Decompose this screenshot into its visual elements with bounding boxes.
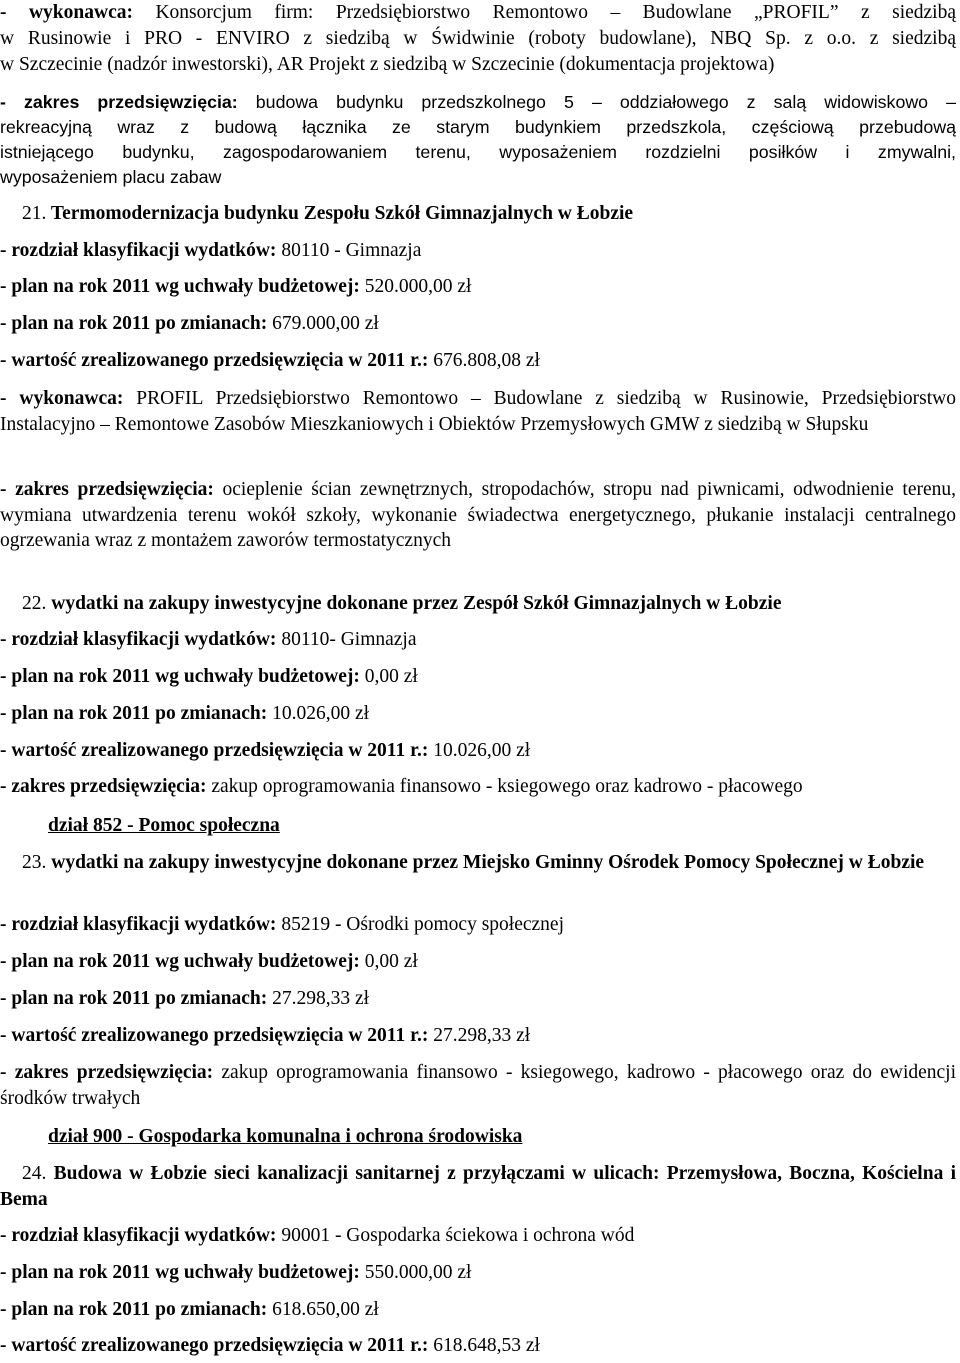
plan-zmiany-label: - plan na rok 2011 po zmianach: [0, 1299, 268, 1320]
wartosc-label: - wartość zrealizowanego przedsięwzięcia w 2011 r.: [0, 350, 429, 371]
section-title: dział 852 - Pomoc społeczna [48, 815, 280, 836]
zakres-line-1 [0, 90, 956, 116]
zakres-label: - zakres przedsięwzięcia: [0, 479, 214, 500]
wartosc-value: 10.026,00 zł [428, 740, 531, 761]
rozdzial-value: 80110- Gimnazja [276, 629, 417, 650]
zakres-text-2: rekreacyjną wraz z budową łącznika ze starym budynkiem przedszkola, częściową przebudową [0, 117, 956, 137]
zakres-value: ocieplenie ścian zewnętrznych, stropodachów, stropu nad piwnicami, odwodnienie terenu, wymiana utwardzenia terenu wokół szkoły, wykonanie świadectwa energetycznego, płukanie instalacji centralnego ogrzewania wraz z montażem zaworów termostatycznych [0, 479, 956, 551]
zakres-value: zakup oprogramowania finansowo - ksiegowego, kadrowo - płacowego oraz do ewidencji środków trwałych [0, 1062, 957, 1109]
item-23-title: wydatki na zakupy inwestycyjne dokonane przez Miejsko Gminny Ośrodek Pomocy Społecznej w Łobzie [46, 852, 925, 873]
item-21-plan-zmiany [0, 312, 379, 336]
item-23-number: 23. [22, 852, 47, 873]
rozdzial-label: - rozdział klasyfikacji wydatków: [0, 240, 277, 261]
item-22-plan-zmiany [0, 702, 369, 726]
zakres-text-4: wyposażeniem placu zabaw [0, 167, 222, 187]
item-23-wartosc [0, 1024, 530, 1048]
wartosc-value: 27.298,33 zł [428, 1025, 531, 1046]
plan-label: - plan na rok 2011 wg uchwały budżetowej: [0, 951, 360, 972]
rozdzial-value: 80110 - Gimnazja [276, 240, 422, 261]
item-24-title: Budowa w Łobzie sieci kanalizacji sanitarnej z przyłączami w ulicach: Przemysłowa, Boczna, Kościelna i Bema [0, 1163, 956, 1210]
item-23-heading [0, 850, 956, 876]
item-22-wartosc [0, 739, 530, 763]
item-24-rozdzial [0, 1224, 634, 1248]
plan-zmiany-value: 27.298,33 zł [267, 988, 370, 1009]
item-22-title: wydatki na zakupy inwestycyjne dokonane przez Zespół Szkół Gimnazjalnych w Łobzie [46, 593, 782, 614]
item-24-number: 24. [22, 1163, 47, 1184]
zakres-line-4 [0, 165, 956, 191]
item-21-plan [0, 275, 471, 299]
item-24-heading [0, 1161, 956, 1212]
zakres-text-1: budowa budynku przedszkolnego 5 – oddziałowego z salą widowiskowo – [237, 92, 957, 112]
rozdzial-label: - rozdział klasyfikacji wydatków: [0, 629, 277, 650]
plan-zmiany-label: - plan na rok 2011 po zmianach: [0, 703, 268, 724]
wykonawca-text-1: Konsorcjum firm: Przedsiębiorstwo Remontowo – Budowlane „PROFIL” z siedzibą [132, 2, 956, 23]
section-heading-900 [48, 1125, 522, 1149]
plan-label: - plan na rok 2011 wg uchwały budżetowej: [0, 666, 360, 687]
wykonawca-text-2: w Rusinowie i PRO - ENVIRO z siedzibą w Świdwinie (roboty budowlane), NBQ Sp. z o.o. z siedzibą [0, 28, 956, 49]
rozdzial-value: 90001 - Gospodarka ściekowa i ochrona wód [276, 1225, 635, 1246]
wartosc-label: - wartość zrealizowanego przedsięwzięcia w 2011 r.: [0, 1025, 429, 1046]
zakres-text-3: istniejącego budynku, zagospodarowaniem terenu, wyposażeniem rozdzielni posiłków i zmywalni, [0, 142, 956, 162]
wykonawca-value: PROFIL Przedsiębiorstwo Remontowo – Budowlane z siedzibą w Rusinowie, Przedsiębiorstwo Instalacyjno – Remontowe Zasobów Mieszkaniowych i Obiektów Przemysłowych GMW z siedzibą w Słupsku [0, 388, 956, 435]
item-23-plan-zmiany [0, 987, 369, 1011]
item-22-rozdzial [0, 628, 417, 652]
wykonawca-label: - wykonawca: [0, 388, 124, 409]
wykonawca-line-3 [0, 52, 956, 78]
zakres-line-2 [0, 115, 956, 141]
wartosc-value: 676.808,08 zł [428, 350, 540, 371]
wartosc-value: 618.648,53 zł [428, 1335, 540, 1356]
zakres-line-3 [0, 140, 956, 166]
plan-zmiany-value: 679.000,00 zł [267, 313, 379, 334]
wykonawca-line-1 [0, 0, 956, 26]
wartosc-label: - wartość zrealizowanego przedsięwzięcia w 2011 r.: [0, 740, 429, 761]
plan-zmiany-value: 618.650,00 zł [267, 1299, 379, 1320]
item-24-plan-zmiany [0, 1298, 379, 1322]
item-21-heading [22, 202, 633, 226]
plan-value: 0,00 zł [359, 666, 418, 687]
section-heading-852 [48, 814, 280, 838]
plan-value: 0,00 zł [359, 951, 418, 972]
item-24-wartosc [0, 1334, 540, 1358]
zakres-label: - zakres przedsięwzięcia: [0, 92, 238, 112]
item-21-number: 21. [22, 203, 47, 224]
zakres-label: - zakres przedsięwzięcia: [0, 1062, 214, 1083]
section-title: dział 900 - Gospodarka komunalna i ochrona środowiska [48, 1126, 523, 1147]
item-22-plan [0, 665, 418, 689]
item-21-rozdzial [0, 239, 421, 263]
rozdzial-label: - rozdział klasyfikacji wydatków: [0, 914, 277, 935]
plan-zmiany-value: 10.026,00 zł [267, 703, 370, 724]
plan-value: 550.000,00 zł [359, 1262, 472, 1283]
rozdzial-value: 85219 - Ośrodki pomocy społecznej [276, 914, 565, 935]
item-22-heading [22, 592, 781, 616]
wykonawca-text-3: w Szczecinie (nadzór inwestorski), AR Projekt z siedzibą w Szczecinie (dokumentacja projektowa) [0, 54, 775, 75]
wykonawca-line-2 [0, 26, 956, 52]
wartosc-label: - wartość zrealizowanego przedsięwzięcia w 2011 r.: [0, 1335, 429, 1356]
plan-zmiany-label: - plan na rok 2011 po zmianach: [0, 988, 268, 1009]
item-23-plan [0, 950, 418, 974]
zakres-label: - zakres przedsięwzięcia: [0, 776, 207, 797]
item-23-rozdzial [0, 913, 564, 937]
item-21-wykonawca [0, 386, 956, 437]
plan-label: - plan na rok 2011 wg uchwały budżetowej: [0, 276, 360, 297]
zakres-value: zakup oprogramowania finansowo - ksiegowego oraz kadrowo - płacowego [206, 776, 803, 797]
plan-label: - plan na rok 2011 wg uchwały budżetowej: [0, 1262, 360, 1283]
wykonawca-label: - wykonawca: [0, 2, 133, 23]
item-23-zakres [0, 1060, 956, 1111]
item-24-plan [0, 1261, 471, 1285]
plan-value: 520.000,00 zł [359, 276, 472, 297]
rozdzial-label: - rozdział klasyfikacji wydatków: [0, 1225, 277, 1246]
item-22-number: 22. [22, 593, 47, 614]
item-22-zakres [0, 775, 803, 799]
item-21-zakres [0, 477, 956, 554]
item-21-wartosc [0, 349, 540, 373]
plan-zmiany-label: - plan na rok 2011 po zmianach: [0, 313, 268, 334]
item-21-title: Termomodernizacja budynku Zespołu Szkół Gimnazjalnych w Łobzie [46, 203, 634, 224]
